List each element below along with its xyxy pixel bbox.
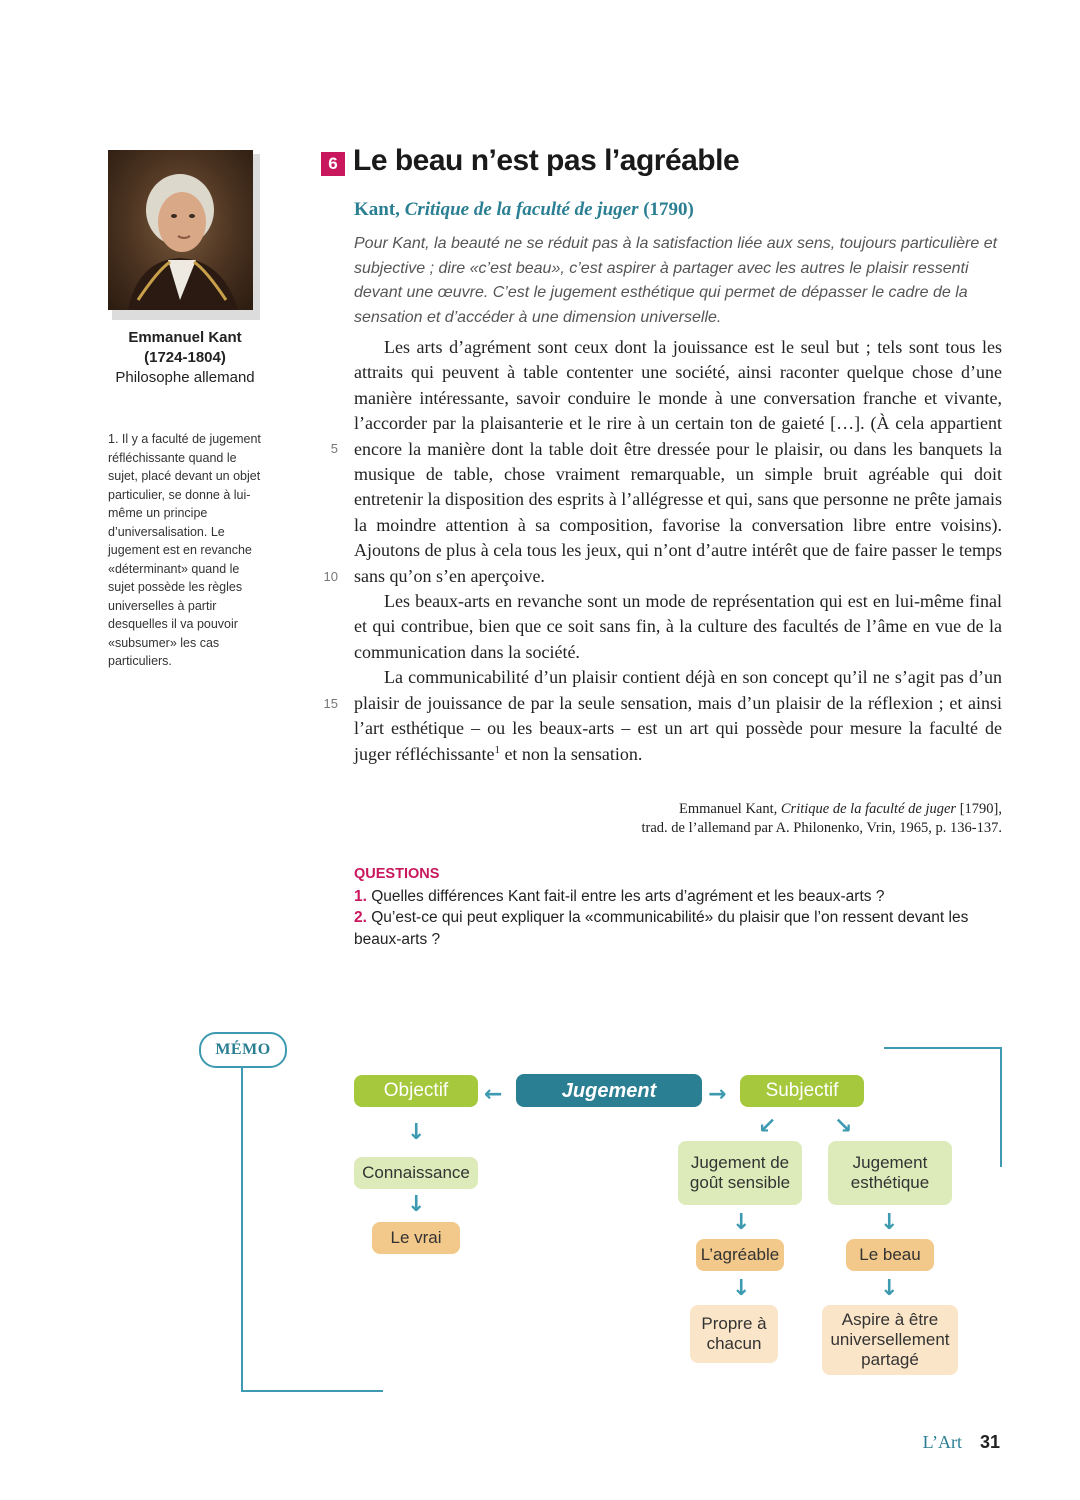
question-item: [354, 886, 1004, 908]
source-year: (1790): [643, 199, 694, 220]
question-text: Quelles différences Kant fait-il entre les arts d’agrément et les beaux-arts ?: [366, 887, 885, 905]
main-text: [354, 335, 1002, 767]
paragraph-3-end: et non la sensation.: [499, 743, 643, 764]
propre-line-2: chacun: [706, 1334, 762, 1353]
intro-text: Pour Kant, la beauté ne se réduit pas à la satisfaction liée aux sens, toujours particulière et subjective ; dire «c’est beau», c’est aspirer à partager avec les autres le plaisir ressenti devant une œuvre. C’est le jugement esthétique qui permet de dépasser le cadre de la sensation et d’accéder à une dimension universelle.: [354, 235, 998, 326]
subjectif-box: Subjectif: [740, 1075, 864, 1107]
kant-portrait: [108, 150, 253, 310]
arrow-down-left-icon: ↙: [758, 1114, 777, 1139]
source-line: [354, 199, 694, 221]
esthetique-line-2: esthétique: [850, 1173, 930, 1192]
agreable-box: L’agréable: [696, 1239, 784, 1271]
source-author: Kant,: [354, 199, 400, 220]
line-number: 5: [330, 441, 338, 456]
memo-badge: MÉMO: [199, 1032, 287, 1068]
section-number-badge: 6: [321, 152, 345, 176]
memo-frame-right: [1000, 1047, 1002, 1167]
connaissance-box: Connaissance: [354, 1157, 478, 1189]
aspire-box: [822, 1305, 958, 1375]
objectif-box: Objectif: [354, 1075, 478, 1107]
aspire-line-3: partagé: [861, 1350, 919, 1369]
propre-line-1: Propre à: [701, 1314, 767, 1333]
memo-frame-top: [884, 1047, 1002, 1049]
beau-box: Le beau: [846, 1239, 934, 1271]
page-number: 31: [979, 1432, 1000, 1452]
question-number: 2.: [354, 909, 367, 926]
line-number: 10: [323, 569, 338, 584]
arrow-down-icon: ↓: [407, 1192, 426, 1217]
citation-work: Critique de la faculté de juger: [780, 801, 957, 817]
paragraph-2: Les beaux-arts en revanche sont un mode de représentation qui est en lui-même final et qui contribue, bien que ce soit sans fin, à la culture des facultés de l’âme en vue de la communication dans la société.: [354, 591, 1002, 662]
esthetique-line-1: Jugement: [852, 1153, 928, 1172]
portrait-name: Emmanuel Kant: [128, 329, 242, 346]
gout-line-2: goût sensible: [689, 1173, 791, 1192]
arrow-down-icon: ↓: [732, 1276, 751, 1301]
portrait-role: Philosophe allemand: [115, 369, 255, 386]
vrai-box: Le vrai: [372, 1222, 460, 1254]
paragraph-3: [354, 665, 1002, 767]
question-number: 1.: [354, 887, 367, 905]
footer-section: L’Art: [922, 1432, 962, 1452]
gout-sensible-box: [678, 1141, 802, 1205]
citation-line-2: trad. de l’allemand par A. Philonenko, Vrin, 1965, p. 136-137.: [641, 820, 1002, 836]
arrow-down-icon: ↓: [407, 1120, 426, 1145]
footnote-ref: 1: [494, 743, 500, 756]
jugement-box: Jugement: [516, 1074, 702, 1107]
question-item: [354, 907, 1004, 950]
aspire-line-1: Aspire à être: [841, 1310, 939, 1329]
propre-box: [690, 1305, 778, 1363]
citation-line-1: [642, 800, 1003, 819]
questions-heading: QUESTIONS: [354, 866, 440, 882]
source-work: Critique de la faculté de juger: [404, 199, 639, 220]
arrow-down-icon: ↓: [732, 1210, 751, 1235]
memo-frame-bottom: [241, 1390, 383, 1392]
questions-block: [354, 864, 1004, 950]
aspire-line-2: universellement: [830, 1330, 950, 1349]
arrow-right-icon: →: [708, 1082, 727, 1107]
esthetique-box: [828, 1141, 952, 1205]
page-title: Le beau n’est pas l’agréable: [353, 144, 740, 177]
arrow-left-icon: ←: [484, 1082, 503, 1107]
portrait-dates: (1724-1804): [144, 349, 226, 366]
question-text: Qu’est-ce qui peut expliquer la «communicabilité» du plaisir que l’on ressent devant les beaux-arts ?: [354, 909, 969, 948]
gout-line-1: Jugement de: [690, 1153, 790, 1172]
arrow-down-icon: ↓: [880, 1276, 899, 1301]
line-number: 15: [323, 696, 338, 711]
paragraph-3-text: La communicabilité d’un plaisir contient déjà en son concept qu’il ne s’agit pas d’un plaisir de jouissance de par la seule sensation, mais d’un plaisir de la réflexion ; et ainsi l’art esthétique – ou les beaux-arts – est un art qui possède pour mesure la faculté de juger réfléchissante: [354, 667, 1002, 764]
arrow-down-icon: ↓: [880, 1210, 899, 1235]
memo-frame-left: [241, 1066, 243, 1392]
portrait-frame: [108, 150, 268, 326]
citation: [642, 800, 1003, 838]
kant-portrait-image: [108, 150, 253, 310]
portrait-caption: [100, 328, 270, 388]
arrow-down-right-icon: ↘: [834, 1114, 853, 1139]
paragraph-1: Les arts d’agrément sont ceux dont la jouissance est le seul but ; tels sont tous les attraits qui peuvent à table contenter une société, ainsi raconter quelque chose d’une manière intéressante, savoir conduire le monde à une conversation franche et vivante, l’accorder par la plaisanterie et le rire à un certain ton de gaieté […]. (À cela appartient encore la manière dont la table doit être dressée pour le plaisir, ou dans les banquets la musique de table, chose vraiment remarquable, un simple bruit agréable qui doit entretenir la disposition des esprits à l’allégresse et qui, sans que personne ne prête jamais la moindre attention à sa composition, favorise la conversation libre entre voisins). Ajoutons de plus à cela tous les jeux, qui n’ont d’autre intérêt que de faire passer le temps sans qu’on s’en aperçoive.: [354, 337, 1002, 586]
footnote: 1. Il y a faculté de jugement réfléchissante quand le sujet, placé devant un objet particulier, se donne à lui-même un principe d’universalisation. Le jugement est en revanche «déterminant» quand le sujet possède les règles universelles à partir desquelles il va pouvoir «subsumer» les cas particuliers.: [108, 432, 261, 668]
citation-year: [1790],: [956, 801, 1002, 817]
citation-author: Emmanuel Kant,: [679, 801, 781, 817]
